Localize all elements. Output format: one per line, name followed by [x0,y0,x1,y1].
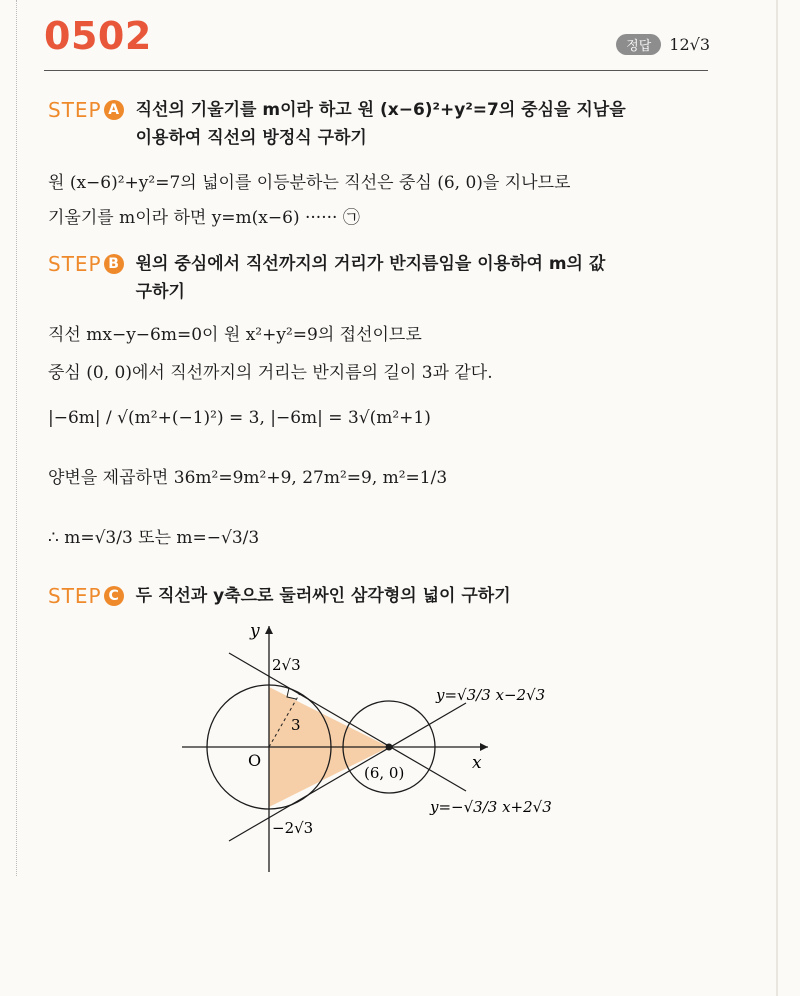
solution-line-6: 양변을 제곱하면 36m²=9m²+9, 27m²=9, m²=1/3 [48,468,448,488]
x-axis-label: x [472,753,482,773]
tangent-line-lower [229,653,466,791]
top-intercept-label: 2√3 [272,656,301,674]
lower-line-equation: y=−√3/3 x+2√3 [430,798,552,816]
step-c-letter: C [104,586,124,606]
step-c-word: STEP [48,584,102,608]
y-axis-label: y [250,621,260,641]
solution-line-1: 원 (x−6)²+y²=7의 넓이를 이등분하는 직선은 중심 (6, 0)을 지나므로 [48,173,571,193]
step-a-title-line1: 직선의 기울기를 m이라 하고 원 (x−6)²+y²=7의 중심을 지남을 [135,100,626,120]
solution-line-3: 직선 mx−y−6m=0이 원 x²+y²=9의 접선이므로 [48,325,422,345]
solution-line-4: 중심 (0, 0)에서 직선까지의 거리는 반지름의 길이 3과 같다. [48,363,493,383]
x-axis-arrow [480,743,488,751]
origin-label: O [248,751,262,770]
step-c-title-line1: 두 직선과 y축으로 둘러싸인 삼각형의 넓이 구하기 [135,586,511,606]
problem-number: 0502 [44,14,152,58]
step-a-letter: A [104,100,124,120]
step-a-title-line2: 이용하여 직선의 방정식 구하기 [135,128,367,148]
answer-value: 12√3 [669,35,710,54]
solution-line-5: |−6m| / √(m²+(−1)²) = 3, |−6m| = 3√(m²+1) [48,408,431,428]
center-label: (6, 0) [364,764,405,782]
center-point [386,744,393,751]
step-a-word: STEP [48,98,102,122]
radius-label: 3 [291,716,301,734]
answer-badge: 정답 [616,34,661,55]
step-b-title-line1: 원의 중심에서 직선까지의 거리가 반지름임을 이용하여 m의 값 [135,254,606,274]
bottom-intercept-label: −2√3 [272,819,314,837]
tangent-line-upper [229,703,466,841]
step-b-letter: B [104,254,124,274]
step-b-word: STEP [48,252,102,276]
upper-line-equation: y=√3/3 x−2√3 [436,686,546,704]
y-axis-arrow [265,626,273,634]
step-b-title-line2: 구하기 [135,282,185,302]
solution-line-7: ∴ m=√3/3 또는 m=−√3/3 [48,528,260,548]
solution-line-2: 기울기를 m이라 하면 y=m(x−6) ······ ㉠ [48,208,360,228]
